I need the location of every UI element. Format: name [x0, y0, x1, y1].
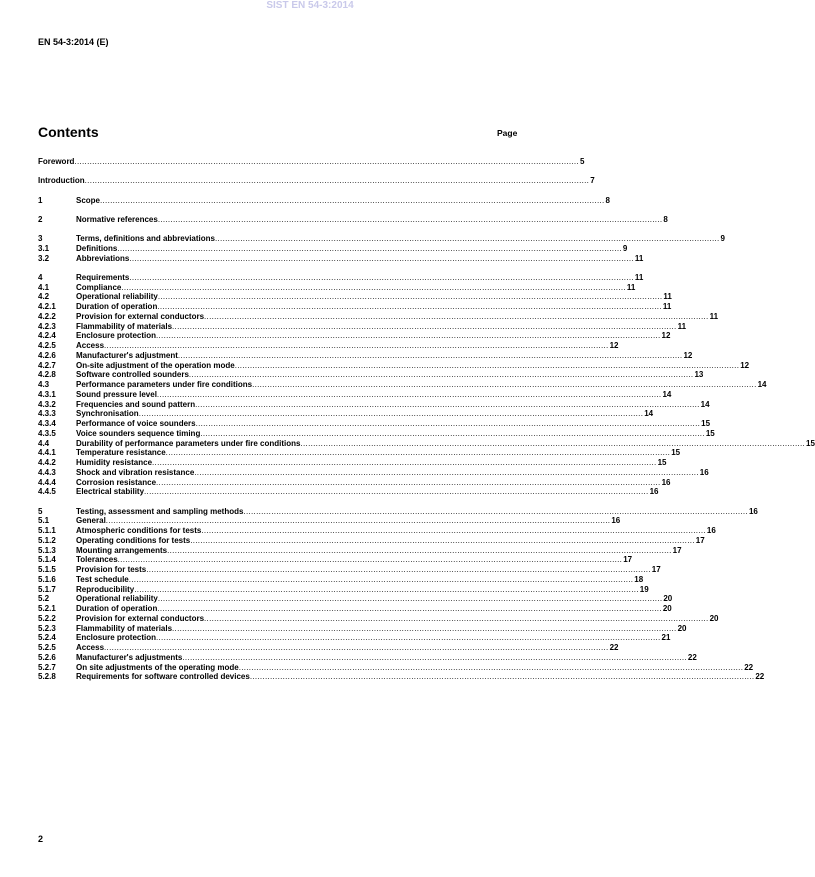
toc-entry-title: Terms, definitions and abbreviations	[76, 234, 215, 243]
toc-entry[interactable]	[38, 584, 649, 595]
toc-entry-page: 17	[623, 555, 633, 565]
toc-entry-number: 3	[38, 234, 43, 243]
dot-leader: ........................................................................................................................................................................................................	[204, 613, 709, 623]
toc-entry[interactable]	[38, 389, 672, 400]
dot-leader: ........................................................................................................................................................................................................	[134, 584, 639, 594]
toc-entry[interactable]	[38, 506, 758, 517]
toc-entry[interactable]	[38, 380, 767, 390]
toc-entry[interactable]	[38, 565, 661, 575]
toc-entry-page: 12	[740, 360, 750, 370]
toc-entry-page: 22	[687, 652, 697, 662]
toc-entry[interactable]	[38, 419, 711, 429]
toc-entry-page: 8	[663, 214, 668, 224]
toc-entry-title: On site adjustments of the operating mode	[76, 662, 239, 672]
toc-entry[interactable]	[38, 302, 672, 312]
toc-entry-number: 5.1.1	[38, 526, 56, 535]
dot-leader: ........................................................................................................................................................................................................	[195, 399, 700, 409]
toc-entry-title: Testing, assessment and sampling methods	[76, 506, 244, 516]
toc-entry-number: 4.2.2	[38, 311, 56, 321]
table-of-contents	[38, 157, 815, 682]
toc-entry-title: Access	[76, 341, 105, 350]
toc-entry-page: 16	[661, 477, 671, 487]
toc-entry[interactable]	[38, 282, 636, 293]
toc-entry-number: 5.2.8	[38, 672, 56, 682]
dot-leader: ........................................................................................................................................................................................................	[157, 594, 663, 604]
toc-entry-number: 5.1.5	[38, 565, 56, 574]
toc-entry-page: 15	[701, 419, 711, 428]
toc-entry-page: 16	[699, 467, 709, 477]
toc-entry-number: 4.4.1	[38, 448, 56, 458]
watermark: SIST EN 54-3:2014	[266, 0, 354, 11]
dot-leader: ........................................................................................................................................................................................................	[156, 477, 661, 487]
dot-leader: ........................................................................................................................................................................................................	[138, 409, 644, 419]
toc-entry-number: 5	[38, 506, 43, 516]
toc-entry-page: 12	[683, 350, 693, 360]
toc-entry[interactable]	[38, 604, 672, 614]
dot-leader: ........................................................................................................................................................................................................	[172, 623, 677, 633]
dot-leader: ........................................................................................................................................................................................................	[243, 506, 748, 516]
toc-entry-page: 14	[662, 389, 672, 399]
toc-entry-title: Sound pressure level	[76, 389, 157, 399]
toc-entry-title: Definitions	[76, 243, 118, 253]
toc-entry-title: Requirements for software controlled devices	[76, 672, 250, 682]
toc-entry[interactable]	[38, 157, 585, 167]
toc-entry-title: Normative references	[76, 214, 158, 224]
toc-entry-number: 4.2.3	[38, 321, 56, 331]
toc-entry[interactable]	[38, 438, 815, 449]
toc-entry-page: 12	[661, 331, 671, 341]
toc-entry-title: Manufacturer's adjustment	[76, 350, 178, 360]
toc-entry-title: Manufacturer's adjustments	[76, 652, 183, 662]
toc-entry-number: 4.2.1	[38, 302, 56, 311]
toc-entry-page: 15	[657, 458, 667, 467]
toc-entry[interactable]	[38, 652, 697, 663]
toc-entry-title: Humidity resistance	[76, 458, 153, 467]
dot-leader: ........................................................................................................................................................................................................	[156, 331, 661, 341]
toc-entry[interactable]	[38, 428, 715, 439]
dot-leader: ........................................................................................................................................................................................................	[84, 176, 590, 186]
dot-leader: ........................................................................................................................................................................................................	[104, 341, 609, 350]
toc-entry-page: 14	[757, 380, 767, 389]
dot-leader: ........................................................................................................................................................................................................	[300, 438, 806, 448]
toc-entry-title: Enclosure protection	[76, 331, 157, 341]
toc-entry-page: 14	[700, 399, 710, 409]
toc-entry-title: Enclosure protection	[76, 633, 157, 643]
toc-entry-title: Electrical stability	[76, 487, 145, 497]
toc-entry-title: Performance of voice sounders	[76, 419, 196, 428]
toc-entry-page: 11	[663, 292, 672, 302]
dot-leader: ........................................................................................................................................................................................................	[234, 360, 740, 370]
dot-leader: ........................................................................................................................................................................................................	[157, 604, 662, 613]
toc-entry-title: Flammability of materials	[76, 321, 173, 331]
dot-leader: ........................................................................................................................................................................................................	[100, 195, 605, 205]
toc-entry[interactable]	[38, 253, 644, 264]
dot-leader: ........................................................................................................................................................................................................	[172, 321, 677, 331]
dot-leader: ........................................................................................................................................................................................................	[249, 672, 755, 682]
toc-entry[interactable]	[38, 458, 667, 468]
toc-entry[interactable]	[38, 341, 619, 351]
toc-entry[interactable]	[38, 574, 644, 585]
toc-entry-number: 4.2.8	[38, 370, 56, 380]
toc-entry-title: Atmospheric conditions for tests	[76, 526, 202, 535]
toc-entry-title: Operational reliability	[76, 594, 158, 604]
dot-leader: ........................................................................................................................................................................................................	[190, 535, 695, 545]
toc-entry-page: 17	[695, 535, 705, 545]
toc-entry[interactable]	[38, 399, 710, 410]
toc-entry-page: 16	[611, 516, 621, 526]
toc-entry-number: 4.3.2	[38, 399, 56, 409]
page-title: Contents	[38, 124, 99, 140]
toc-entry-page: 18	[634, 574, 644, 584]
dot-leader: ........................................................................................................................................................................................................	[74, 157, 579, 166]
toc-entry-number: 5.2.2	[38, 613, 56, 623]
toc-entry[interactable]	[38, 331, 671, 341]
toc-entry-title: Corrosion resistance	[76, 477, 157, 487]
toc-entry-number: 5.2	[38, 594, 50, 604]
toc-entry-page: 11	[626, 282, 636, 292]
toc-entry[interactable]	[38, 623, 687, 634]
toc-entry[interactable]	[38, 516, 621, 526]
toc-entry-number: 4.4.3	[38, 467, 56, 477]
toc-entry-number: 4.3.4	[38, 419, 56, 428]
dot-leader: ........................................................................................................................................................................................................	[121, 282, 626, 292]
toc-entry-number: 5.1.6	[38, 574, 56, 584]
dot-leader: ........................................................................................................................................................................................................	[117, 555, 623, 565]
toc-entry-page: 16	[706, 526, 716, 535]
toc-entry-number: 4.4.5	[38, 487, 56, 497]
toc-entry-page: 14	[644, 409, 654, 419]
page-column-label: Page	[497, 128, 518, 138]
toc-entry-title: Foreword	[38, 157, 75, 166]
toc-entry-title: Software controlled sounders	[76, 370, 189, 380]
toc-entry-title: Performance parameters under fire conditions	[76, 380, 253, 389]
dot-leader: ........................................................................................................................................................................................................	[182, 652, 687, 662]
toc-entry-title: Test schedule	[76, 574, 129, 584]
toc-entry-page: 21	[661, 633, 671, 643]
toc-entry-title: Introduction	[38, 176, 85, 186]
dot-leader: ........................................................................................................................................................................................................	[177, 350, 683, 360]
toc-entry-page: 11	[634, 253, 644, 263]
toc-entry-number: 5.2.6	[38, 652, 56, 662]
toc-entry-number: 4.4.2	[38, 458, 56, 467]
toc-entry-title: Abbreviations	[76, 253, 130, 263]
toc-entry[interactable]	[38, 272, 644, 283]
toc-entry-title: Provision for external conductors	[76, 613, 205, 623]
dot-leader: ........................................................................................................................................................................................................	[128, 574, 634, 584]
dot-leader: ........................................................................................................................................................................................................	[165, 448, 671, 458]
toc-entry-title: Frequencies and sound pattern	[76, 399, 196, 409]
toc-entry[interactable]	[38, 545, 682, 556]
toc-entry-page: 11	[709, 311, 719, 321]
document-header: EN 54-3:2014 (E)	[38, 37, 109, 47]
toc-entry-number: 5.2.1	[38, 604, 56, 613]
dot-leader: ........................................................................................................................................................................................................	[215, 234, 720, 243]
dot-leader: ........................................................................................................................................................................................................	[157, 214, 663, 224]
toc-entry-title: Flammability of materials	[76, 623, 173, 633]
toc-entry-title: Voice sounders sequence timing	[76, 428, 201, 438]
toc-entry-number: 4.3	[38, 380, 50, 389]
dot-leader: ........................................................................................................................................................................................................	[204, 311, 709, 321]
toc-entry[interactable]	[38, 594, 673, 604]
toc-entry[interactable]	[38, 662, 754, 673]
toc-entry[interactable]	[38, 360, 750, 371]
toc-entry-page: 12	[609, 341, 619, 350]
toc-entry-title: Access	[76, 643, 105, 652]
toc-entry-title: Temperature resistance	[76, 448, 166, 458]
toc-entry-page: 22	[744, 662, 754, 672]
dot-leader: ........................................................................................................................................................................................................	[200, 428, 705, 438]
dot-leader: ........................................................................................................................................................................................................	[117, 243, 622, 253]
toc-entry-number: 4.3.1	[38, 389, 56, 399]
dot-leader: ........................................................................................................................................................................................................	[129, 253, 634, 263]
toc-entry[interactable]	[38, 214, 668, 225]
toc-entry-number: 5.2.7	[38, 662, 56, 672]
toc-entry-page: 15	[671, 448, 681, 458]
toc-entry-page: 17	[651, 565, 661, 574]
toc-entry-number: 5.2.4	[38, 633, 56, 643]
toc-entry-page: 19	[639, 584, 649, 594]
toc-entry[interactable]	[38, 176, 595, 186]
dot-leader: ........................................................................................................................................................................................................	[152, 458, 657, 467]
toc-entry-number: 5.2.3	[38, 623, 56, 633]
dot-leader: ........................................................................................................................................................................................................	[156, 389, 662, 399]
dot-leader: ........................................................................................................................................................................................................	[238, 662, 744, 672]
toc-entry[interactable]	[38, 535, 705, 546]
toc-entry-number: 4.2.7	[38, 360, 56, 370]
dot-leader: ........................................................................................................................................................................................................	[105, 516, 611, 526]
toc-entry-title: Operating conditions for tests	[76, 535, 191, 545]
toc-entry-title: Reproducibility	[76, 584, 135, 594]
toc-entry[interactable]	[38, 234, 725, 244]
toc-entry-number: 4.4	[38, 438, 50, 448]
toc-entry-title: Provision for external conductors	[76, 311, 205, 321]
toc-entry-title: Durability of performance parameters under fire conditions	[76, 438, 301, 448]
toc-entry[interactable]	[38, 613, 719, 624]
toc-entry[interactable]	[38, 311, 719, 322]
toc-entry-title: Duration of operation	[76, 604, 158, 613]
dot-leader: ........................................................................................................................................................................................................	[146, 565, 651, 574]
toc-entry-number: 2	[38, 214, 43, 224]
toc-entry[interactable]	[38, 477, 671, 488]
toc-entry-title: General	[76, 516, 106, 526]
toc-entry-number: 4.2	[38, 292, 50, 302]
dot-leader: ........................................................................................................................................................................................................	[167, 545, 672, 555]
toc-entry[interactable]	[38, 633, 671, 643]
toc-entry-title: Shock and vibration resistance	[76, 467, 195, 477]
toc-entry-page: 20	[709, 613, 719, 623]
toc-entry-page: 15	[705, 428, 715, 438]
dot-leader: ........................................................................................................................................................................................................	[156, 633, 661, 643]
dot-leader: ........................................................................................................................................................................................................	[129, 272, 634, 282]
toc-entry-title: Tolerances	[76, 555, 118, 565]
toc-entry-number: 4.2.6	[38, 350, 56, 360]
page-number: 2	[38, 834, 44, 844]
toc-entry-number: 5.1.2	[38, 535, 56, 545]
dot-leader: ........................................................................................................................................................................................................	[201, 526, 706, 535]
toc-entry-number: 3.2	[38, 253, 50, 263]
toc-entry-title: Scope	[76, 195, 101, 205]
toc-entry[interactable]	[38, 321, 687, 332]
toc-entry-page: 9	[622, 243, 628, 253]
toc-entry-page: 17	[672, 545, 682, 555]
toc-entry-title: Requirements	[76, 272, 130, 282]
toc-entry-title: On-site adjustment of the operation mode	[76, 360, 235, 370]
dot-leader: ........................................................................................................................................................................................................	[157, 302, 662, 311]
toc-entry-number: 4.1	[38, 282, 50, 292]
toc-entry-page: 9	[720, 234, 725, 243]
toc-entry-page: 13	[694, 370, 704, 380]
dot-leader: ........................................................................................................................................................................................................	[104, 643, 609, 652]
toc-entry-title: Duration of operation	[76, 302, 158, 311]
toc-entry[interactable]	[38, 370, 704, 380]
toc-entry-page: 22	[755, 672, 765, 682]
toc-entry-page: 7	[590, 176, 595, 186]
toc-entry-number: 3.1	[38, 243, 50, 253]
toc-entry-page: 11	[677, 321, 687, 331]
toc-entry-number: 5.1	[38, 516, 50, 526]
toc-entry-page: 16	[748, 506, 758, 516]
toc-entry[interactable]	[38, 409, 654, 419]
toc-entry-page: 11	[662, 302, 672, 311]
toc-entry[interactable]	[38, 467, 709, 478]
dot-leader: ........................................................................................................................................................................................................	[157, 292, 663, 302]
toc-entry-title: Provision for tests	[76, 565, 147, 574]
toc-entry-title: Synchronisation	[76, 409, 139, 419]
toc-entry-title: Compliance	[76, 282, 122, 292]
dot-leader: ........................................................................................................................................................................................................	[188, 370, 694, 380]
toc-entry-page: 20	[663, 594, 673, 604]
toc-entry-page: 11	[634, 272, 644, 282]
toc-entry[interactable]	[38, 448, 681, 458]
toc-entry-number: 5.2.5	[38, 643, 56, 652]
toc-entry-page: 8	[605, 195, 610, 205]
dot-leader: ........................................................................................................................................................................................................	[194, 467, 699, 477]
toc-entry-number: 5.1.3	[38, 545, 56, 555]
toc-entry-number: 5.1.7	[38, 584, 56, 594]
toc-entry[interactable]	[38, 555, 633, 565]
toc-entry[interactable]	[38, 243, 628, 254]
dot-leader: ........................................................................................................................................................................................................	[252, 380, 757, 389]
toc-entry-number: 1	[38, 195, 43, 205]
toc-entry[interactable]	[38, 292, 672, 302]
toc-entry-title: Mounting arrangements	[76, 545, 168, 555]
toc-entry[interactable]	[38, 672, 765, 682]
dot-leader: ........................................................................................................................................................................................................	[144, 487, 649, 497]
toc-entry-number: 4.4.4	[38, 477, 56, 487]
toc-entry-title: Operational reliability	[76, 292, 158, 302]
toc-entry-number: 4.3.3	[38, 409, 56, 419]
toc-entry-number: 4.3.5	[38, 428, 56, 438]
toc-entry[interactable]	[38, 643, 619, 653]
toc-entry-page: 5	[579, 157, 585, 166]
toc-entry[interactable]	[38, 195, 610, 206]
toc-entry[interactable]	[38, 350, 693, 361]
toc-entry[interactable]	[38, 526, 716, 536]
toc-entry-page: 16	[649, 487, 659, 497]
toc-entry-number: 4	[38, 272, 43, 282]
toc-entry-number: 5.1.4	[38, 555, 56, 565]
toc-entry-page: 15	[806, 438, 815, 448]
toc-entry-page: 22	[609, 643, 619, 652]
toc-entry-number: 4.2.4	[38, 331, 56, 341]
toc-entry-number: 4.2.5	[38, 341, 56, 350]
toc-entry-page: 20	[662, 604, 672, 613]
toc-entry-page: 20	[677, 623, 687, 633]
dot-leader: ........................................................................................................................................................................................................	[195, 419, 701, 428]
toc-entry[interactable]	[38, 487, 659, 497]
